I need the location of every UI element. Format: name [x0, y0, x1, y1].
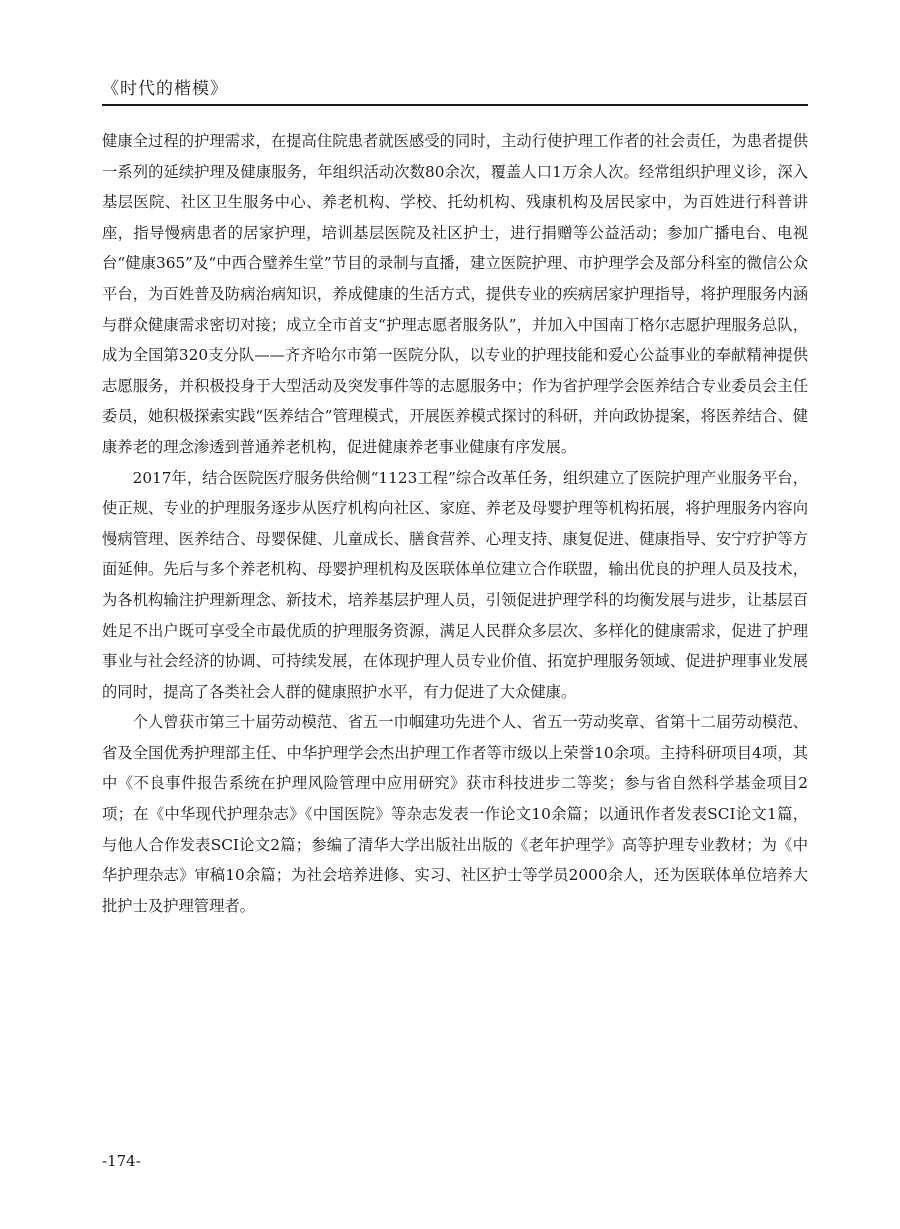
header-divider — [102, 104, 808, 106]
page-number: -174- — [102, 1152, 141, 1170]
paragraph-2017-industry-platform: 2017年，结合医院医疗服务供给侧“1123工程”综合改革任务，组织建立了医院护理产业服务平台，使正规、专业的护理服务逐步从医疗机构向社区、家庭、养老及母婴护理等机构拓展，将护理服务内容向慢病管理、医养结合、母婴保健、儿童成长、膳食营养、心理支持、康复促进、健康指导、安宁疗护等方面延伸。先后与多个养老机构、母婴护理机构及医联体单位建立合作联盟，输出优良的护理人员及技术，为各机构输注护理新理念、新技术，培养基层护理人员，引领促进护理学科的均衡发展与进步，让基层百姓足不出户既可享受全市最优质的护理服务资源，满足人民群众多层次、多样化的健康需求，促进了护理事业与社会经济的协调、可持续发展，在体现护理人员专业价值、拓宽护理服务领域、促进护理事业发展的同时，提高了各类社会人群的健康照护水平，有力促进了大众健康。 — [102, 468, 808, 701]
paragraph-continuation: 健康全过程的护理需求，在提高住院患者就医感受的同时，主动行使护理工作者的社会责任，为患者提供一系列的延续护理及健康服务，年组织活动次数80余次，覆盖人口1万余人次。经常组织护理义诊，深入基层医院、社区卫生服务中心、养老机构、学校、托幼机构、残康机构及居民家中，为百姓进行科普讲座，指导慢病患者的居家护理，培训基层医院及社区护士，进行捐赠等公益活动；参加广播电台、电视台“健康365”及“中西合璧养生堂”节目的录制与直播，建立医院护理、市护理学会及部分科室的微信公众平台，为百姓普及防病治病知识，养成健康的生活方式，提供专业的疾病居家护理指导，将护理服务内涵与群众健康需求密切对接；成立全市首支“护理志愿者服务队”，并加入中国南丁格尔志愿护理服务总队，成为全国第320支分队——齐齐哈尔市第一医院分队，以专业的护理技能和爱心公益事业的奉献精神提供志愿服务，并积极投身于大型活动及突发事件等的志愿服务中；作为省护理学会医养结合专业委员会主任委员，她积极探索实践“医养结合”管理模式，开展医养模式探讨的科研，并向政协提案，将医养结合、健康养老的理念渗透到普通养老机构，促进健康养老事业健康有序发展。 — [102, 132, 808, 456]
body-text — [102, 126, 808, 921]
running-header: 《时代的楷模》 — [102, 79, 228, 99]
paragraph-honors-research: 个人曾获市第三十届劳动模范、省五一巾帼建功先进个人、省五一劳动奖章、省第十二届劳动模范、省及全国优秀护理部主任、中华护理学会杰出护理工作者等市级以上荣誉10余项。主持科研项目4项，其中《不良事件报告系统在护理风险管理中应用研究》获市科技进步二等奖；参与省自然科学基金项目2项；在《中华现代护理杂志》《中国医院》等杂志发表一作论文10余篇；以通讯作者发表SCI论文1篇，与他人合作发表SCI论文2篇；参编了清华大学出版社出版的《老年护理学》高等护理专业教材；为《中华护理杂志》审稿10余篇；为社会培养进修、实习、社区护士等学员2000余人，还为医联体单位培养大批护士及护理管理者。 — [102, 713, 808, 915]
